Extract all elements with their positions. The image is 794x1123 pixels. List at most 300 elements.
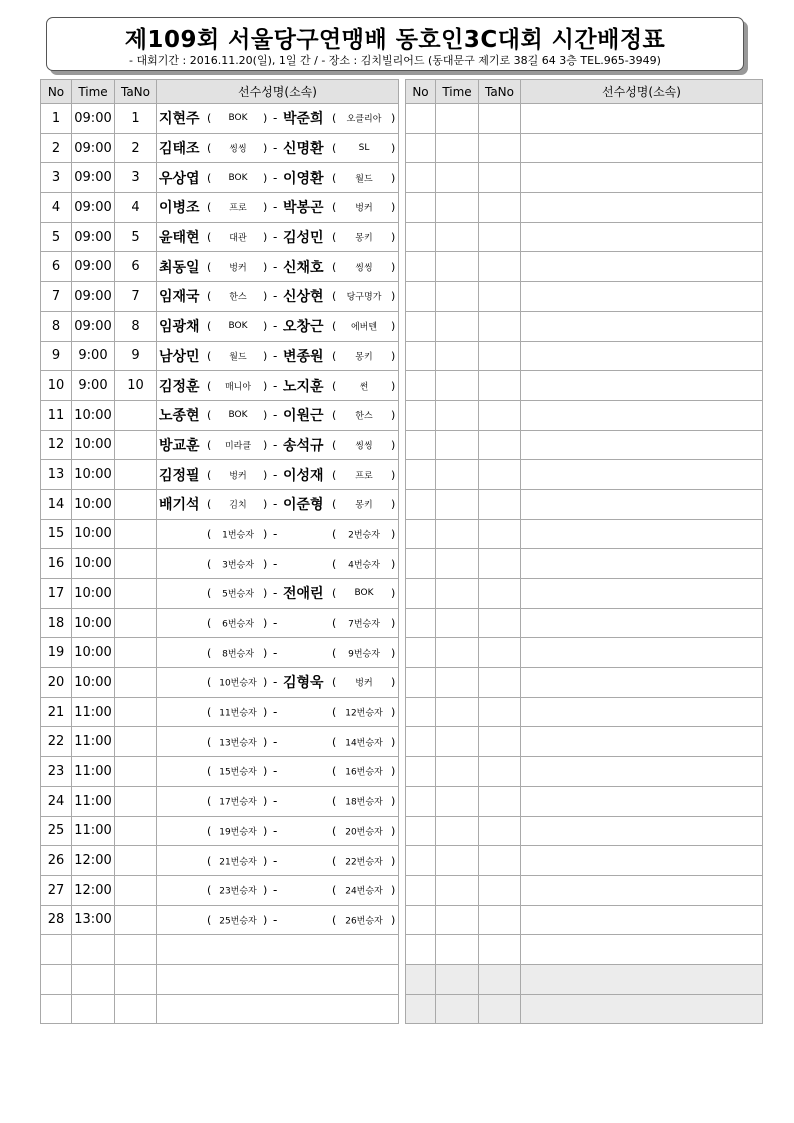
- paren-open: (: [207, 438, 212, 452]
- title-box: [46, 17, 744, 71]
- row-tano: 3: [115, 163, 157, 193]
- empty-cell: [436, 341, 479, 371]
- row-tano: [115, 757, 157, 787]
- paren-open: (: [332, 260, 337, 274]
- row-time: 11:00: [72, 786, 115, 816]
- player2-club: 20번승자: [345, 827, 383, 838]
- row-no: 18: [41, 608, 72, 638]
- versus-dash: -: [273, 883, 278, 898]
- match-cell: [157, 400, 399, 430]
- versus-dash: -: [273, 705, 278, 720]
- header-row: [41, 80, 399, 104]
- paren-close: ): [263, 141, 268, 155]
- empty-cell: [479, 104, 521, 134]
- player2-club: 26번승자: [345, 916, 383, 927]
- paren-close: ): [391, 646, 396, 660]
- empty-row: [406, 133, 763, 163]
- player1-name: 김태조: [159, 141, 200, 158]
- row-no: 21: [41, 697, 72, 727]
- empty-cell: [115, 964, 157, 994]
- empty-row: [406, 638, 763, 668]
- player1-club: 6번승자: [222, 619, 254, 630]
- player2-club: 몽키: [355, 233, 373, 244]
- match-cell: [157, 460, 399, 490]
- player2-club: 한스: [355, 411, 373, 422]
- empty-cell: [436, 193, 479, 223]
- empty-cell: [406, 193, 436, 223]
- paren-open: (: [207, 497, 212, 511]
- player1-name: 우상엽: [159, 170, 200, 187]
- versus-dash: -: [273, 526, 278, 541]
- empty-cell: [479, 697, 521, 727]
- player1-name: 남상민: [159, 348, 200, 365]
- empty-cell: [406, 222, 436, 252]
- paren-open: (: [332, 141, 337, 155]
- row-time: 10:00: [72, 460, 115, 490]
- empty-cell: [41, 964, 72, 994]
- paren-open: (: [207, 379, 212, 393]
- empty-row: [406, 846, 763, 876]
- col-players: 선수성명(소속): [521, 80, 763, 104]
- empty-row: [41, 994, 399, 1024]
- empty-cell: [436, 994, 479, 1024]
- empty-cell: [406, 816, 436, 846]
- paren-open: (: [207, 319, 212, 333]
- empty-cell: [479, 133, 521, 163]
- empty-row: [406, 786, 763, 816]
- empty-cell: [436, 964, 479, 994]
- empty-cell: [436, 846, 479, 876]
- player2-club: 4번승자: [348, 560, 380, 571]
- match-cell: [157, 341, 399, 371]
- empty-cell: [406, 163, 436, 193]
- match-cell: [157, 668, 399, 698]
- paren-close: ): [391, 616, 396, 630]
- empty-row: [406, 163, 763, 193]
- versus-dash: -: [273, 912, 278, 927]
- table-row: [41, 193, 399, 223]
- schedule-table-left: [40, 79, 399, 1024]
- player1-name: 최동일: [159, 259, 200, 276]
- player1-club: 5번승자: [222, 589, 254, 600]
- table-row: [41, 252, 399, 282]
- paren-close: ): [263, 497, 268, 511]
- paren-close: ): [263, 557, 268, 571]
- row-tano: 2: [115, 133, 157, 163]
- empty-cell: [41, 994, 72, 1024]
- paren-open: (: [207, 349, 212, 363]
- paren-close: ): [391, 675, 396, 689]
- versus-dash: -: [273, 111, 278, 126]
- row-tano: [115, 905, 157, 935]
- player2-name: 오창근: [283, 319, 324, 336]
- empty-row: [406, 489, 763, 519]
- player1-club: 미라클: [224, 441, 252, 452]
- empty-cell: [521, 727, 763, 757]
- empty-cell: [521, 549, 763, 579]
- paren-close: ): [391, 913, 396, 927]
- versus-dash: -: [273, 259, 278, 274]
- player2-club: 9번승자: [348, 649, 380, 660]
- empty-cell: [436, 697, 479, 727]
- empty-cell: [521, 875, 763, 905]
- empty-cell: [436, 104, 479, 134]
- paren-close: ): [391, 319, 396, 333]
- col-no: No: [406, 80, 436, 104]
- row-no: 22: [41, 727, 72, 757]
- table-row: [41, 875, 399, 905]
- row-no: 11: [41, 400, 72, 430]
- player2-club: 몽키: [355, 500, 373, 511]
- player1-name: 노종현: [159, 408, 200, 425]
- empty-cell: [406, 252, 436, 282]
- empty-cell: [406, 964, 436, 994]
- row-time: 12:00: [72, 875, 115, 905]
- page-title: 제109회 서울당구연맹배 동호인3C대회 시간배정표: [124, 27, 666, 53]
- player1-club: 25번승자: [219, 916, 257, 927]
- row-tano: [115, 697, 157, 727]
- match-cell: [157, 638, 399, 668]
- table-row: [41, 579, 399, 609]
- row-time: 09:00: [72, 311, 115, 341]
- row-no: 19: [41, 638, 72, 668]
- paren-close: ): [263, 438, 268, 452]
- row-tano: [115, 430, 157, 460]
- paren-open: (: [207, 735, 212, 749]
- empty-cell: [521, 282, 763, 312]
- row-time: 10:00: [72, 668, 115, 698]
- match-cell: [157, 489, 399, 519]
- versus-dash: -: [273, 378, 278, 393]
- empty-row: [406, 222, 763, 252]
- player2-club: 12번승자: [345, 708, 383, 719]
- table-row: [41, 697, 399, 727]
- paren-open: (: [207, 646, 212, 660]
- table-row: [41, 905, 399, 935]
- paren-open: (: [332, 349, 337, 363]
- player2-club: 씽씽: [355, 441, 373, 452]
- empty-row: [406, 757, 763, 787]
- empty-row: [406, 935, 763, 965]
- player1-name: 윤태현: [159, 230, 200, 247]
- row-no: 24: [41, 786, 72, 816]
- player2-name: 신상현: [283, 289, 324, 306]
- row-time: 11:00: [72, 697, 115, 727]
- paren-close: ): [263, 764, 268, 778]
- paren-open: (: [207, 527, 212, 541]
- versus-dash: -: [273, 734, 278, 749]
- paren-open: (: [332, 883, 337, 897]
- player1-club: BOK: [228, 410, 248, 421]
- paren-close: ): [263, 824, 268, 838]
- row-no: 4: [41, 193, 72, 223]
- player2-club: 프로: [355, 471, 373, 482]
- paren-open: (: [332, 764, 337, 778]
- table-row: [41, 341, 399, 371]
- match-cell: [157, 697, 399, 727]
- empty-cell: [479, 816, 521, 846]
- table-row: [41, 668, 399, 698]
- paren-open: (: [207, 111, 212, 125]
- paren-open: (: [207, 854, 212, 868]
- empty-cell: [406, 519, 436, 549]
- paren-close: ): [391, 824, 396, 838]
- row-tano: 9: [115, 341, 157, 371]
- empty-cell: [479, 905, 521, 935]
- row-time: 9:00: [72, 371, 115, 401]
- event-info: - 대회기간 : 2016.11.20(일), 1일 간 / - 장소 : 김치빌리어드 (동대문구 제기로 38길 64 3층 TEL.965-3949): [129, 54, 661, 67]
- paren-close: ): [263, 171, 268, 185]
- player1-club: 19번승자: [219, 827, 257, 838]
- row-tano: 1: [115, 104, 157, 134]
- row-tano: [115, 549, 157, 579]
- empty-cell: [406, 400, 436, 430]
- match-cell: [157, 193, 399, 223]
- row-tano: [115, 460, 157, 490]
- versus-dash: -: [273, 230, 278, 245]
- row-no: 25: [41, 816, 72, 846]
- table-row: [41, 608, 399, 638]
- player1-club: 1번승자: [222, 530, 254, 541]
- row-tano: [115, 579, 157, 609]
- player1-club: 월드: [229, 352, 247, 363]
- match-cell: [157, 875, 399, 905]
- paren-close: ): [391, 764, 396, 778]
- empty-row: [406, 104, 763, 134]
- row-time: 11:00: [72, 727, 115, 757]
- empty-cell: [479, 400, 521, 430]
- empty-row: [406, 400, 763, 430]
- player2-club: 에버텐: [350, 322, 378, 333]
- empty-row: [406, 905, 763, 935]
- match-cell: [157, 133, 399, 163]
- player1-club: BOK: [228, 321, 248, 332]
- empty-cell: [436, 668, 479, 698]
- row-no: 20: [41, 668, 72, 698]
- paren-open: (: [332, 171, 337, 185]
- paren-close: ): [263, 705, 268, 719]
- match-cell: [157, 757, 399, 787]
- paren-close: ): [263, 616, 268, 630]
- player1-club: 11번승자: [219, 708, 257, 719]
- empty-cell: [436, 579, 479, 609]
- row-time: 10:00: [72, 489, 115, 519]
- player2-club: 24번승자: [345, 886, 383, 897]
- row-time: 10:00: [72, 430, 115, 460]
- empty-cell: [521, 638, 763, 668]
- row-time: 10:00: [72, 638, 115, 668]
- row-time: 11:00: [72, 757, 115, 787]
- empty-cell: [521, 193, 763, 223]
- player2-name: 이영환: [283, 170, 324, 187]
- row-tano: [115, 668, 157, 698]
- row-time: 09:00: [72, 193, 115, 223]
- table-row: [41, 163, 399, 193]
- table-row: [41, 489, 399, 519]
- versus-dash: -: [273, 141, 278, 156]
- paren-open: (: [332, 111, 337, 125]
- versus-dash: -: [273, 556, 278, 571]
- row-no: 8: [41, 311, 72, 341]
- empty-cell: [436, 757, 479, 787]
- empty-row: [406, 816, 763, 846]
- paren-open: (: [207, 675, 212, 689]
- empty-cell: [521, 905, 763, 935]
- empty-cell: [406, 668, 436, 698]
- match-cell: [157, 311, 399, 341]
- player2-name: 노지훈: [283, 378, 324, 395]
- col-time: Time: [72, 80, 115, 104]
- col-tano: TaNo: [479, 80, 521, 104]
- player2-name: 변종원: [283, 348, 324, 365]
- paren-close: ): [263, 349, 268, 363]
- empty-row: [406, 252, 763, 282]
- table-row: [41, 311, 399, 341]
- empty-cell: [479, 519, 521, 549]
- empty-cell: [406, 905, 436, 935]
- empty-row: [406, 994, 763, 1024]
- versus-dash: -: [273, 616, 278, 631]
- empty-cell: [406, 430, 436, 460]
- empty-cell: [436, 638, 479, 668]
- player1-name: 김정필: [159, 467, 200, 484]
- empty-cell: [479, 222, 521, 252]
- player1-club: 프로: [229, 203, 247, 214]
- row-tano: [115, 489, 157, 519]
- versus-dash: -: [273, 170, 278, 185]
- empty-cell: [521, 489, 763, 519]
- player1-club: 8번승자: [222, 649, 254, 660]
- empty-cell: [479, 668, 521, 698]
- row-no: 17: [41, 579, 72, 609]
- empty-cell: [436, 400, 479, 430]
- empty-cell: [521, 371, 763, 401]
- paren-close: ): [263, 379, 268, 393]
- row-no: 1: [41, 104, 72, 134]
- paren-open: (: [207, 141, 212, 155]
- empty-cell: [406, 460, 436, 490]
- empty-cell: [521, 608, 763, 638]
- empty-cell: [479, 489, 521, 519]
- paren-close: ): [391, 200, 396, 214]
- player2-club: 14번승자: [345, 738, 383, 749]
- paren-close: ): [391, 705, 396, 719]
- player1-club: 매니아: [224, 382, 252, 393]
- match-cell: [157, 519, 399, 549]
- empty-cell: [115, 994, 157, 1024]
- paren-close: ): [391, 230, 396, 244]
- row-tano: 7: [115, 282, 157, 312]
- empty-cell: [157, 994, 399, 1024]
- table-row: [41, 104, 399, 134]
- paren-open: (: [207, 764, 212, 778]
- player1-club: 한스: [229, 292, 247, 303]
- empty-cell: [521, 816, 763, 846]
- row-time: 09:00: [72, 133, 115, 163]
- col-no: No: [41, 80, 72, 104]
- player2-club: 벙커: [355, 203, 373, 214]
- paren-close: ): [391, 260, 396, 274]
- table-row: [41, 222, 399, 252]
- table-row: [41, 846, 399, 876]
- versus-dash: -: [273, 348, 278, 363]
- empty-cell: [479, 638, 521, 668]
- paren-close: ): [263, 319, 268, 333]
- versus-dash: -: [273, 853, 278, 868]
- paren-open: (: [207, 230, 212, 244]
- match-cell: [157, 846, 399, 876]
- empty-cell: [406, 875, 436, 905]
- paren-open: (: [332, 735, 337, 749]
- row-time: 09:00: [72, 252, 115, 282]
- match-cell: [157, 163, 399, 193]
- paren-close: ): [391, 497, 396, 511]
- player2-club: 당구명가: [346, 292, 382, 303]
- row-tano: [115, 816, 157, 846]
- player2-club: 월드: [355, 174, 373, 185]
- paren-open: (: [207, 705, 212, 719]
- paren-open: (: [207, 883, 212, 897]
- paren-close: ): [263, 527, 268, 541]
- player2-name: 이원근: [283, 408, 324, 425]
- empty-cell: [406, 608, 436, 638]
- empty-row: [406, 282, 763, 312]
- paren-close: ): [391, 527, 396, 541]
- empty-cell: [479, 875, 521, 905]
- row-no: 5: [41, 222, 72, 252]
- empty-row: [406, 964, 763, 994]
- paren-close: ): [391, 289, 396, 303]
- table-row: [41, 757, 399, 787]
- player2-club: 오클리아: [346, 114, 382, 125]
- match-cell: [157, 252, 399, 282]
- paren-open: (: [332, 379, 337, 393]
- player2-club: 16번승자: [345, 767, 383, 778]
- empty-row: [41, 964, 399, 994]
- paren-close: ): [391, 171, 396, 185]
- empty-cell: [436, 430, 479, 460]
- player2-name: 박준희: [283, 111, 324, 128]
- paren-close: ): [263, 289, 268, 303]
- row-no: 23: [41, 757, 72, 787]
- empty-cell: [406, 994, 436, 1024]
- paren-close: ): [391, 735, 396, 749]
- empty-cell: [479, 846, 521, 876]
- empty-cell: [521, 757, 763, 787]
- paren-close: ): [263, 883, 268, 897]
- player1-club: 벙커: [229, 263, 247, 274]
- empty-cell: [436, 371, 479, 401]
- player1-club: 씽씽: [229, 144, 247, 155]
- row-no: 6: [41, 252, 72, 282]
- empty-cell: [479, 786, 521, 816]
- empty-cell: [436, 282, 479, 312]
- empty-cell: [436, 489, 479, 519]
- empty-row: [406, 460, 763, 490]
- empty-row: [406, 549, 763, 579]
- empty-cell: [406, 757, 436, 787]
- player1-club: 13번승자: [219, 738, 257, 749]
- schedule-table-right: [405, 79, 763, 1024]
- match-cell: [157, 282, 399, 312]
- player1-club: 대관: [229, 233, 247, 244]
- row-tano: [115, 519, 157, 549]
- versus-dash: -: [273, 408, 278, 423]
- empty-cell: [115, 935, 157, 965]
- paren-close: ): [391, 408, 396, 422]
- empty-cell: [521, 668, 763, 698]
- empty-cell: [436, 519, 479, 549]
